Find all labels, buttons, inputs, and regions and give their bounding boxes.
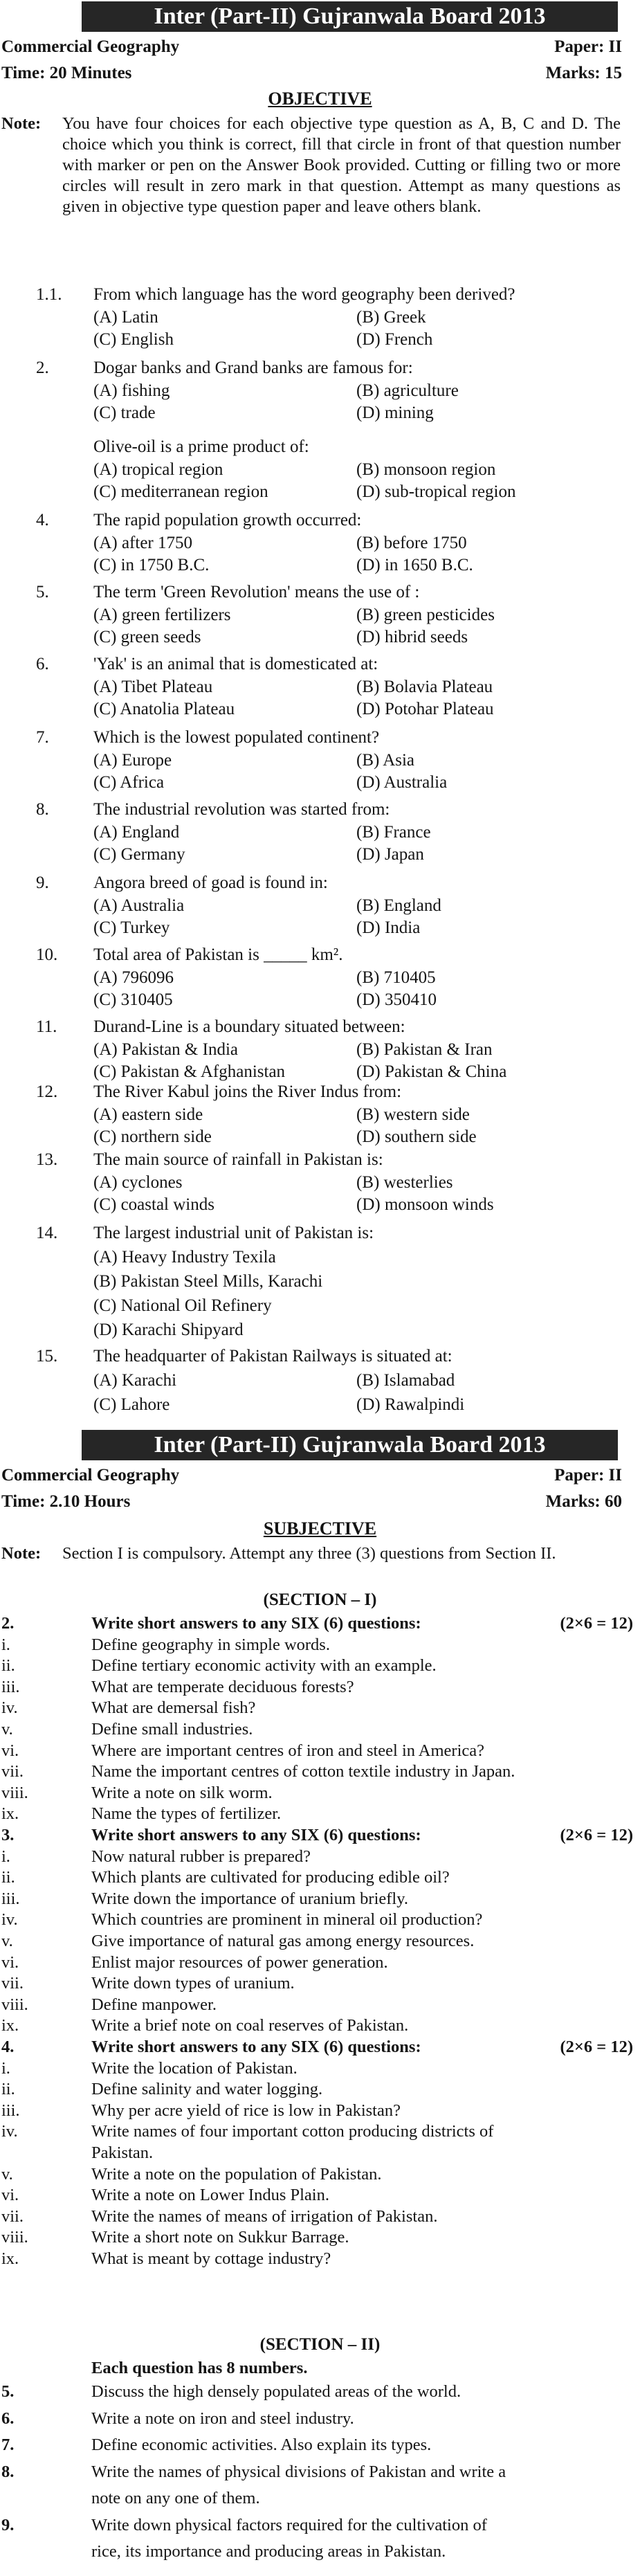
- question-number: 10.: [36, 945, 58, 964]
- question-number: 14.: [36, 1224, 58, 1242]
- total-marks: Marks: 60: [545, 1492, 622, 1511]
- item-text: Define tertiary economic activity with an example.: [91, 1656, 437, 1675]
- option: (A) Karachi: [93, 1371, 177, 1390]
- question-text: The rapid population growth occurred:: [93, 511, 362, 529]
- item-text: Define salinity and water logging.: [91, 2080, 323, 2098]
- option: (B) Pakistan Steel Mills, Karachi: [93, 1272, 323, 1291]
- question-marks: (2×6 = 12): [560, 1826, 633, 1844]
- section-title-objective: OBJECTIVE: [268, 89, 372, 109]
- item-text: Write the names of means of irrigation of Pakistan.: [91, 2207, 438, 2226]
- question-text: 'Yak' is an animal that is domesticated at:: [93, 655, 378, 673]
- section-heading: (SECTION – II): [259, 2335, 381, 2354]
- option: (B) before 1750: [356, 534, 467, 552]
- item-text: Write a brief note on coal reserves of Pakistan.: [91, 2016, 409, 2035]
- item-number: viii.: [1, 1995, 28, 2014]
- board-banner: Inter (Part-II) Gujranwala Board 2013: [82, 1, 618, 32]
- question-text: Write the names of physical divisions of Pakistan and write a: [91, 2462, 506, 2481]
- option: (B) 710405: [356, 968, 436, 987]
- section-heading: (SECTION – I): [263, 1590, 377, 1609]
- section-title-subjective: SUBJECTIVE: [263, 1518, 377, 1539]
- item-text: Enlist major resources of power generation.: [91, 1953, 388, 1972]
- item-text: What is meant by cottage industry?: [91, 2249, 331, 2268]
- item-text: Which countries are prominent in mineral oil production?: [91, 1910, 483, 1929]
- question-text: Durand-Line is a boundary situated between:: [93, 1017, 405, 1036]
- option: (D) hibrid seeds: [356, 628, 468, 646]
- question-number: 13.: [36, 1150, 58, 1169]
- option: (D) Pakistan & China: [356, 1062, 507, 1081]
- option: (A) Heavy Industry Texila: [93, 1248, 276, 1267]
- question-text: The industrial revolution was started from:: [93, 800, 390, 819]
- option: (C) Pakistan & Afghanistan: [93, 1062, 286, 1081]
- question-number: 9.: [36, 873, 49, 892]
- option: (B) France: [356, 823, 431, 842]
- note-label: Note:: [1, 114, 42, 133]
- item-text: Pakistan.: [91, 2143, 154, 2162]
- question-text: rice, its importance and producing areas in Pakistan.: [91, 2542, 446, 2561]
- item-text: Write a note on Lower Indus Plain.: [91, 2186, 329, 2204]
- option: (A) Tibet Plateau: [93, 678, 213, 696]
- paper-number: Paper: II: [554, 1466, 622, 1485]
- item-number: i.: [1, 1635, 10, 1654]
- item-number: ix.: [1, 2016, 19, 2035]
- item-number: i.: [1, 2059, 10, 2078]
- option: (C) mediterranean region: [93, 482, 268, 501]
- item-text: Name the types of fertilizer.: [91, 1804, 282, 1823]
- option: (D) Rawalpindi: [356, 1395, 465, 1414]
- question-number: 6.: [1, 2409, 15, 2428]
- question-text: Dogar banks and Grand banks are famous for:: [93, 359, 413, 377]
- item-text: Define geography in simple words.: [91, 1635, 330, 1654]
- item-number: viii.: [1, 2228, 28, 2247]
- option: (D) in 1650 B.C.: [356, 556, 473, 574]
- option: (B) westerlies: [356, 1173, 453, 1192]
- item-text: Why per acre yield of rice is low in Pakistan?: [91, 2101, 401, 2120]
- question-text: The term 'Green Revolution' means the use of :: [93, 583, 420, 601]
- question-text: Angora breed of goad is found in:: [93, 873, 328, 892]
- option: (A) after 1750: [93, 534, 192, 552]
- question-text: The main source of rainfall in Pakistan is:: [93, 1150, 383, 1169]
- option: (A) eastern side: [93, 1105, 203, 1124]
- option: (A) fishing: [93, 381, 170, 400]
- option: (A) England: [93, 823, 180, 842]
- item-text: What are temperate deciduous forests?: [91, 1678, 354, 1696]
- question-text: Discuss the high densely populated areas of the world.: [91, 2382, 461, 2401]
- question-number: 7.: [36, 728, 49, 747]
- time-allowed: Time: 20 Minutes: [1, 64, 132, 82]
- question-number: 4.: [36, 511, 49, 529]
- question-text: note on any one of them.: [91, 2489, 260, 2507]
- option: (C) northern side: [93, 1127, 212, 1146]
- option: (B) monsoon region: [356, 460, 496, 479]
- item-text: Where are important centres of iron and steel in America?: [91, 1741, 485, 1760]
- note-label: Note:: [1, 1544, 42, 1563]
- question-text: The River Kabul joins the River Indus from:: [93, 1082, 402, 1101]
- header-row: [0, 64, 640, 86]
- option: (D) southern side: [356, 1127, 477, 1146]
- option: (C) in 1750 B.C.: [93, 556, 210, 574]
- question-text: The largest industrial unit of Pakistan is:: [93, 1224, 374, 1242]
- item-number: viii.: [1, 1784, 28, 1802]
- option: (C) Africa: [93, 773, 165, 792]
- question-number: 15.: [36, 1347, 58, 1366]
- option: (B) Greek: [356, 308, 426, 327]
- option: (D) Japan: [356, 845, 424, 864]
- question-number: 4.: [1, 2038, 15, 2056]
- item-number: ix.: [1, 2249, 19, 2268]
- question-number: 2.: [1, 1614, 15, 1633]
- instructions-note: [1, 1543, 621, 1564]
- question-marks: (2×6 = 12): [560, 2038, 633, 2056]
- item-number: vi.: [1, 2186, 19, 2204]
- option: (C) Turkey: [93, 918, 170, 937]
- instruction-text: Each question has 8 numbers.: [91, 2359, 308, 2377]
- question-text: The headquarter of Pakistan Railways is situated at:: [93, 1347, 452, 1366]
- question-text: Olive-oil is a prime product of:: [93, 437, 309, 456]
- question-number: 8.: [36, 800, 49, 819]
- item-number: iii.: [1, 2101, 20, 2120]
- item-number: vii.: [1, 2207, 24, 2226]
- item-text: Give importance of natural gas among energy resources.: [91, 1932, 475, 1950]
- question-number: 6.: [36, 655, 49, 673]
- item-text: Write a note on the population of Pakistan.: [91, 2165, 382, 2184]
- subject-name: Commercial Geography: [1, 1466, 180, 1485]
- option: (C) English: [93, 330, 174, 349]
- option: (B) agriculture: [356, 381, 459, 400]
- item-number: v.: [1, 2165, 13, 2184]
- option: (D) India: [356, 918, 421, 937]
- option: (C) Anatolia Plateau: [93, 700, 235, 718]
- question-number: 5.: [1, 2382, 15, 2401]
- option: (A) Latin: [93, 308, 158, 327]
- item-text: Write down the importance of uranium briefly.: [91, 1889, 409, 1908]
- option: (D) Karachi Shipyard: [93, 1321, 244, 1339]
- item-number: iii.: [1, 1678, 20, 1696]
- question-text: Write a note on iron and steel industry.: [91, 2409, 354, 2428]
- question-number: 12.: [36, 1082, 58, 1101]
- total-marks: Marks: 15: [545, 64, 622, 82]
- option: (A) green fertilizers: [93, 606, 231, 624]
- item-number: iv.: [1, 1910, 18, 1929]
- item-text: Write the location of Pakistan.: [91, 2059, 298, 2078]
- question-marks: (2×6 = 12): [560, 1614, 633, 1633]
- option: (B) England: [356, 896, 441, 915]
- option: (B) Islamabad: [356, 1371, 455, 1390]
- question-text: From which language has the word geography been derived?: [93, 285, 515, 304]
- item-number: i.: [1, 1847, 10, 1866]
- option: (A) Europe: [93, 751, 172, 770]
- question-number: 8.: [1, 2462, 15, 2481]
- option: (C) green seeds: [93, 628, 201, 646]
- question-text: Write short answers to any SIX (6) questions:: [91, 2038, 421, 2056]
- option: (D) sub-tropical region: [356, 482, 516, 501]
- item-number: ii.: [1, 1868, 15, 1887]
- item-text: Write a note on silk worm.: [91, 1784, 273, 1802]
- question-text: Define economic activities. Also explain its types.: [91, 2436, 432, 2454]
- question-text: Write short answers to any SIX (6) questions:: [91, 1614, 421, 1633]
- item-number: v.: [1, 1720, 13, 1739]
- item-text: Which plants are cultivated for producing edible oil?: [91, 1868, 450, 1887]
- option: (D) mining: [356, 403, 434, 422]
- option: (D) Potohar Plateau: [356, 700, 494, 718]
- option: (C) trade: [93, 403, 156, 422]
- question-number: 3.: [1, 1826, 15, 1844]
- item-number: vii.: [1, 1762, 24, 1781]
- option: (B) Asia: [356, 751, 415, 770]
- item-text: What are demersal fish?: [91, 1698, 256, 1717]
- question-text: Total area of Pakistan is _____ km².: [93, 945, 343, 964]
- item-text: Write names of four important cotton producing districts of: [91, 2122, 494, 2141]
- question-number: 5.: [36, 583, 49, 601]
- option: (A) Australia: [93, 896, 185, 915]
- option: (B) Bolavia Plateau: [356, 678, 493, 696]
- item-number: iv.: [1, 2122, 18, 2141]
- option: (D) monsoon winds: [356, 1195, 494, 1214]
- option: (A) cyclones: [93, 1173, 183, 1192]
- item-number: ii.: [1, 2080, 15, 2098]
- item-number: ii.: [1, 1656, 15, 1675]
- option: (B) green pesticides: [356, 606, 495, 624]
- question-text: Which is the lowest populated continent?: [93, 728, 380, 747]
- time-allowed: Time: 2.10 Hours: [1, 1492, 131, 1511]
- option: (D) Australia: [356, 773, 448, 792]
- item-number: ix.: [1, 1804, 19, 1823]
- option: (A) Pakistan & India: [93, 1040, 238, 1059]
- question-text: Write short answers to any SIX (6) questions:: [91, 1826, 421, 1844]
- item-number: vi.: [1, 1953, 19, 1972]
- item-number: vi.: [1, 1741, 19, 1760]
- option: (C) 310405: [93, 990, 173, 1009]
- option: (D) French: [356, 330, 433, 349]
- item-text: Now natural rubber is prepared?: [91, 1847, 311, 1866]
- header-row: [0, 1492, 640, 1514]
- option: (C) Lahore: [93, 1395, 170, 1414]
- paper-number: Paper: II: [554, 37, 622, 56]
- note-text: You have four choices for each objective type question as A, B, C and D. The choice which you think is correct, fill that circle in front of that question number with marker or pen on the Answer Book provided. Cutting or filling two or more circles will result in zero mark in that question. Attempt as many questions as given in objective type question paper and leave others blank.: [62, 114, 621, 216]
- option: (B) western side: [356, 1105, 470, 1124]
- item-number: iv.: [1, 1698, 18, 1717]
- question-number: 9.: [1, 2516, 15, 2534]
- question-number: 1.1.: [36, 285, 62, 304]
- item-number: v.: [1, 1932, 13, 1950]
- note-text: Section I is compulsory. Attempt any three (3) questions from Section II.: [62, 1544, 556, 1563]
- board-banner: Inter (Part-II) Gujranwala Board 2013: [82, 1430, 618, 1460]
- question-number: 2.: [36, 359, 49, 377]
- option: (C) Germany: [93, 845, 185, 864]
- item-number: iii.: [1, 1889, 20, 1908]
- header-row: [0, 37, 640, 60]
- question-text: Write down physical factors required for the cultivation of: [91, 2516, 487, 2534]
- option: (C) National Oil Refinery: [93, 1296, 272, 1315]
- header-row: [0, 1466, 640, 1488]
- item-text: Name the important centres of cotton textile industry in Japan.: [91, 1762, 515, 1781]
- question-number: 7.: [1, 2436, 15, 2454]
- instructions-note: [1, 114, 621, 217]
- item-text: Write down types of uranium.: [91, 1974, 295, 1993]
- item-text: Write a short note on Sukkur Barrage.: [91, 2228, 349, 2247]
- option: (B) Pakistan & Iran: [356, 1040, 493, 1059]
- item-number: vii.: [1, 1974, 24, 1993]
- option: (D) 350410: [356, 990, 437, 1009]
- question-number: 11.: [36, 1017, 57, 1036]
- item-text: Define manpower.: [91, 1995, 217, 2014]
- item-text: Define small industries.: [91, 1720, 253, 1739]
- subject-name: Commercial Geography: [1, 37, 180, 56]
- option: (A) tropical region: [93, 460, 223, 479]
- option: (C) coastal winds: [93, 1195, 214, 1214]
- option: (A) 796096: [93, 968, 174, 987]
